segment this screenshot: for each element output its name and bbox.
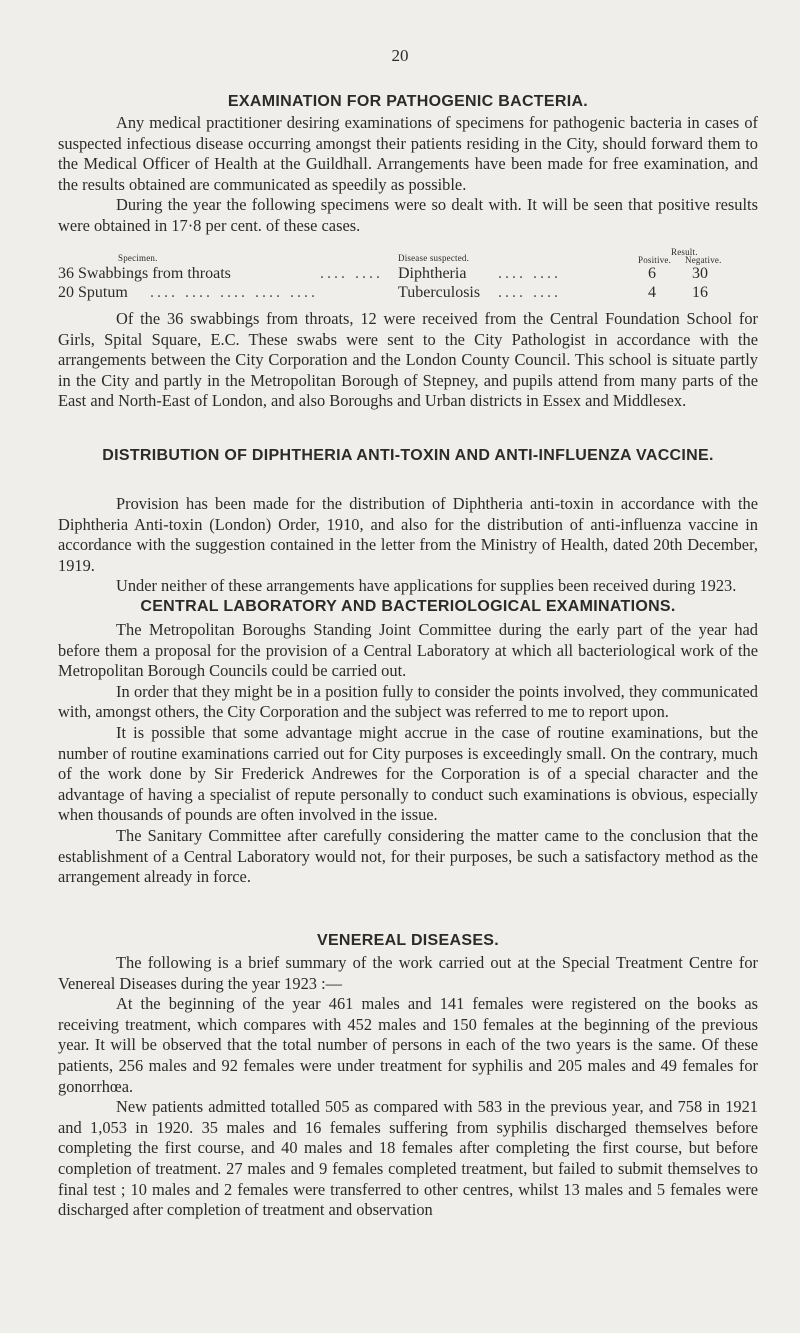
column-header-negative: Negative. bbox=[685, 255, 722, 265]
paragraph: Of the 36 swabbings from throats, 12 were received from the Central Foundation School for Girls, Spital Square, E.C. These swabs were sent to the City Pathologist in accordance with the arrangements between the City Corporation and the London County Council. This school is situate partly in the City and partly in the Metropolitan Borough of Stepney, and pupils attend from many parts of the East and North-East of London, and also Boroughs and Urban districts in Essex and Middlesex. bbox=[58, 309, 758, 411]
heading-diphtheria-distribution: DISTRIBUTION OF DIPHTHERIA ANTI-TOXIN AND ANTI-INFLUENZA VACCINE. bbox=[102, 447, 714, 464]
page-number: 20 bbox=[391, 46, 409, 65]
leader-dots: .... .... .... .... .... bbox=[150, 284, 318, 301]
leader-dots: .... .... bbox=[498, 284, 561, 301]
negative-cell: 30 bbox=[692, 265, 708, 282]
positive-cell: 6 bbox=[648, 265, 656, 282]
specimen-results-table bbox=[58, 247, 758, 309]
disease-cell: Diphtheria bbox=[398, 265, 467, 282]
section-diphtheria-body bbox=[58, 494, 758, 597]
paragraph: During the year the following specimens were so dealt with. It will be seen that positive results were obtained in 17·8 per cent. of these cases. bbox=[58, 195, 758, 235]
negative-cell: 16 bbox=[692, 284, 708, 301]
specimen-cell: 20 Sputum bbox=[58, 284, 128, 301]
section-central-laboratory-body bbox=[58, 620, 758, 888]
specimen-cell: 36 Swabbings from throats bbox=[58, 265, 231, 282]
leader-dots: .... .... bbox=[498, 265, 561, 282]
paragraph: The following is a brief summary of the work carried out at the Special Treatment Centre for Venereal Diseases during the year 1923 :— bbox=[58, 953, 758, 993]
table-row bbox=[58, 265, 758, 285]
heading-venereal-diseases: VENEREAL DISEASES. bbox=[316, 932, 500, 949]
paragraph: The Sanitary Committee after carefully considering the matter came to the conclusion that the establishment of a Central Laboratory would not, for their purposes, be such a satisfactory method as the arrangement already in force. bbox=[58, 825, 758, 887]
positive-cell: 4 bbox=[648, 284, 656, 301]
leader-dots: .... .... bbox=[320, 265, 383, 282]
column-header-specimen: Specimen. bbox=[118, 253, 158, 263]
after-table-body bbox=[58, 309, 758, 412]
column-header-disease: Disease suspected. bbox=[398, 253, 470, 263]
disease-cell: Tuberculosis bbox=[398, 284, 481, 301]
paragraph: Provision has been made for the distribution of Diphtheria anti-toxin in accordance with the Diphtheria Anti-toxin (London) Order, 1910, and also for the distribution of anti-influenza vaccine in accordance with the suggestion contained in the letter from the Ministry of Health, dated 20th December, 1919. bbox=[58, 494, 758, 575]
paragraph: Under neither of these arrangements have applications for supplies been received during 1923. bbox=[116, 576, 737, 596]
paragraph: The Metropolitan Boroughs Standing Joint Committee during the early part of the year had before them a proposal for the provision of a Central Laboratory at which all bacteriological work of the Metropolitan Borough Councils could be carried out. bbox=[58, 620, 758, 681]
table-row bbox=[58, 284, 758, 304]
paragraph: In order that they might be in a position fully to consider the points involved, they communicated with, amongst others, the City Corporation and the subject was referred to me to report upon. bbox=[58, 681, 758, 722]
section-pathogenic-bacteria-body bbox=[58, 113, 758, 237]
column-header-positive: Positive. bbox=[638, 255, 672, 265]
paragraph: Any medical practitioner desiring examinations of specimens for pathogenic bacteria in cases of suspected infectious disease occurring amongst their patients residing in the City, should forward them to the Medical Officer of Health at the Guildhall. Arrangements have been made for free examination, and the results obtained are communicated as speedily as possible. bbox=[58, 113, 758, 194]
paragraph: New patients admitted totalled 505 as compared with 583 in the previous year, and 758 in 1921 and 1,053 in 1920. 35 males and 16 females suffering from syphilis discharged themselves before completing the first course, and 40 males and 18 females after completing the first course, but before completion of treatment. 27 males and 9 females completed treatment, but failed to submit themselves to final test ; 10 males and 2 females were transferred to other centres, whilst 13 males and 5 females were discharged after completion of treatment and observation bbox=[58, 1097, 758, 1220]
column-header-result: Result. bbox=[671, 247, 698, 257]
heading-pathogenic-bacteria: EXAMINATION FOR PATHOGENIC BACTERIA. bbox=[227, 93, 589, 110]
paragraph: It is possible that some advantage might accrue in the case of routine examinations, but the number of routine examinations carried out for City purposes is exceedingly small. On the contrary, much of the work done by Sir Frederick Andrewes for the Corporation is of a special character and the advantage of having a specialist of repute personally to conduct such examinations is obvious, especially when thousands of pounds are often involved in the issue. bbox=[58, 722, 758, 825]
section-venereal-diseases-body bbox=[58, 953, 758, 1221]
paragraph: At the beginning of the year 461 males and 141 females were registered on the books as receiving treatment, which compares with 452 males and 150 females at the beginning of the previous year. It will be observed that the total number of persons in each of the two years is the same. Of these patients, 256 males and 92 females were under treatment for syphilis and 205 males and 49 females for gonorrhœa. bbox=[58, 994, 758, 1096]
heading-central-laboratory: CENTRAL LABORATORY AND BACTERIOLOGICAL EXAMINATIONS. bbox=[140, 598, 676, 615]
